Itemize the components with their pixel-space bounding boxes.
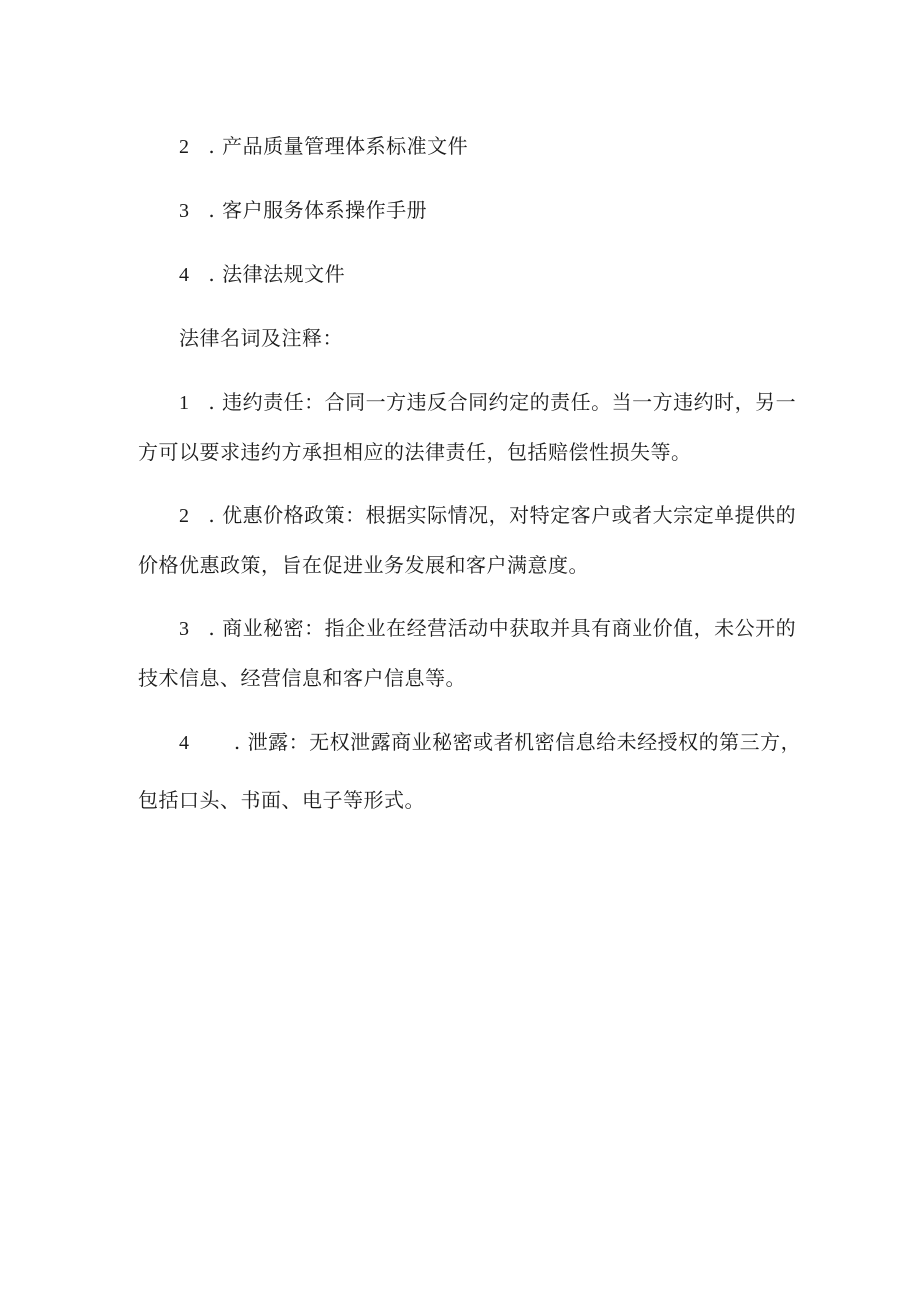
section-heading: 法律名词及注释： [179, 326, 343, 350]
definition-separator: . [208, 503, 216, 527]
definition-first-line [179, 616, 796, 641]
definition-first-line [179, 730, 801, 755]
definition-continuation: 技术信息、经营信息和客户信息等。 [138, 666, 466, 690]
definition-first-line [179, 503, 796, 528]
definition-number: 4 [179, 732, 190, 754]
definition-text: 泄露：无权泄露商业秘密或者机密信息给未经授权的第三方， [247, 730, 802, 754]
definition-text: 优惠价格政策：根据实际情况，对特定客户或者大宗定单提供的 [222, 503, 797, 527]
definition-first-line [179, 390, 796, 415]
list-item-separator: . [208, 262, 216, 286]
list-item [179, 198, 427, 223]
definition-number: 2 [179, 505, 190, 527]
definition-separator: . [208, 390, 216, 414]
definition-text: 商业秘密：指企业在经营活动中获取并具有商业价值，未公开的 [222, 616, 797, 640]
list-item-text: 产品质量管理体系标准文件 [222, 134, 469, 158]
definition-number: 1 [179, 392, 190, 414]
definition-continuation: 包括口头、书面、电子等形式。 [138, 788, 425, 812]
list-item-text: 法律法规文件 [222, 262, 346, 286]
list-item-number: 4 [179, 264, 190, 286]
definition-separator: . [233, 730, 241, 754]
definition-separator: . [208, 616, 216, 640]
list-item [179, 262, 345, 287]
list-item-separator: . [208, 198, 216, 222]
definition-text: 违约责任：合同一方违反合同约定的责任。当一方违约时，另一 [222, 390, 797, 414]
list-item-text: 客户服务体系操作手册 [222, 198, 428, 222]
list-item-separator: . [208, 134, 216, 158]
definition-number: 3 [179, 618, 190, 640]
list-item-number: 3 [179, 200, 190, 222]
definition-continuation: 方可以要求违约方承担相应的法律责任，包括赔偿性损失等。 [138, 440, 692, 464]
list-item [179, 134, 468, 159]
list-item-number: 2 [179, 136, 190, 158]
definition-continuation: 价格优惠政策，旨在促进业务发展和客户满意度。 [138, 553, 589, 577]
